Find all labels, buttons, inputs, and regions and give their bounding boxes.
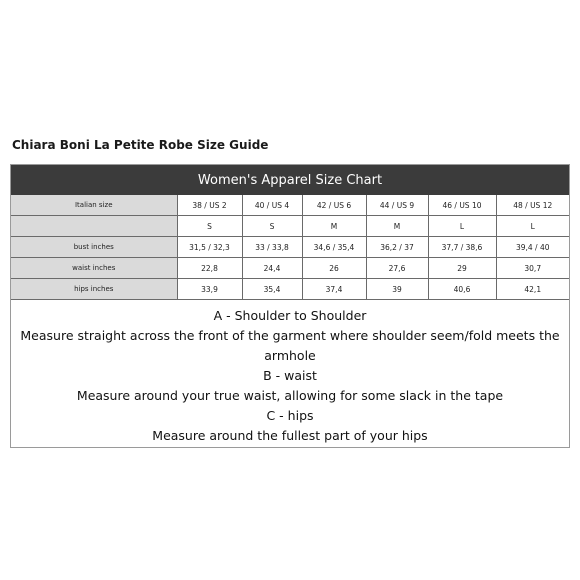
- chart-header: Women's Apparel Size Chart: [11, 165, 569, 195]
- page-title: Chiara Boni La Petite Robe Size Guide: [12, 138, 269, 152]
- row-label: Italian size: [11, 195, 177, 216]
- table-cell: 29: [428, 258, 496, 279]
- table-cell: 34,6 / 35,4: [302, 237, 366, 258]
- table-cell: 35,4: [242, 279, 302, 300]
- table-row-hips: [11, 279, 569, 300]
- row-label: waist inches: [11, 258, 177, 279]
- table-cell: 39,4 / 40: [496, 237, 569, 258]
- table-cell: 33,9: [177, 279, 242, 300]
- table-row-letter-size: [11, 216, 569, 237]
- table-cell: 24,4: [242, 258, 302, 279]
- table-cell: S: [177, 216, 242, 237]
- note-a-description: Measure straight across the front of the garment where shoulder seem/fold meets the: [20, 328, 560, 343]
- table-cell: 26: [302, 258, 366, 279]
- table-cell: 22,8: [177, 258, 242, 279]
- table-cell: 44 / US 9: [366, 195, 428, 216]
- table-row-waist: [11, 258, 569, 279]
- measurement-notes: [11, 300, 569, 446]
- table-cell: 42 / US 6: [302, 195, 366, 216]
- table-cell: L: [428, 216, 496, 237]
- table-cell: S: [242, 216, 302, 237]
- note-a-description-continued: armhole: [264, 348, 316, 363]
- table-cell: 37,4: [302, 279, 366, 300]
- table-cell: 30,7: [496, 258, 569, 279]
- note-c-title: C - hips: [266, 408, 314, 423]
- table-cell: 48 / US 12: [496, 195, 569, 216]
- row-label: hips inches: [11, 279, 177, 300]
- table-cell: 40 / US 4: [242, 195, 302, 216]
- table-cell: 37,7 / 38,6: [428, 237, 496, 258]
- table-cell: 27,6: [366, 258, 428, 279]
- note-b-description: Measure around your true waist, allowing for some slack in the tape: [76, 388, 504, 403]
- table-row-bust: [11, 237, 569, 258]
- row-label: bust inches: [11, 237, 177, 258]
- table-cell: 46 / US 10: [428, 195, 496, 216]
- table-cell: 38 / US 2: [177, 195, 242, 216]
- table-cell: 39: [366, 279, 428, 300]
- size-chart: [10, 164, 570, 448]
- table-cell: M: [366, 216, 428, 237]
- row-label: [11, 216, 177, 237]
- table-row-italian-size: [11, 195, 569, 216]
- table-cell: 42,1: [496, 279, 569, 300]
- note-a-title: A - Shoulder to Shoulder: [213, 308, 367, 323]
- table-cell: M: [302, 216, 366, 237]
- table-cell: 40,6: [428, 279, 496, 300]
- table-cell: 36,2 / 37: [366, 237, 428, 258]
- table-cell: 31,5 / 32,3: [177, 237, 242, 258]
- table-cell: 33 / 33,8: [242, 237, 302, 258]
- note-c-description: Measure around the fullest part of your hips: [152, 428, 428, 443]
- table-cell: L: [496, 216, 569, 237]
- note-b-title: B - waist: [263, 368, 317, 383]
- size-table: [11, 195, 569, 300]
